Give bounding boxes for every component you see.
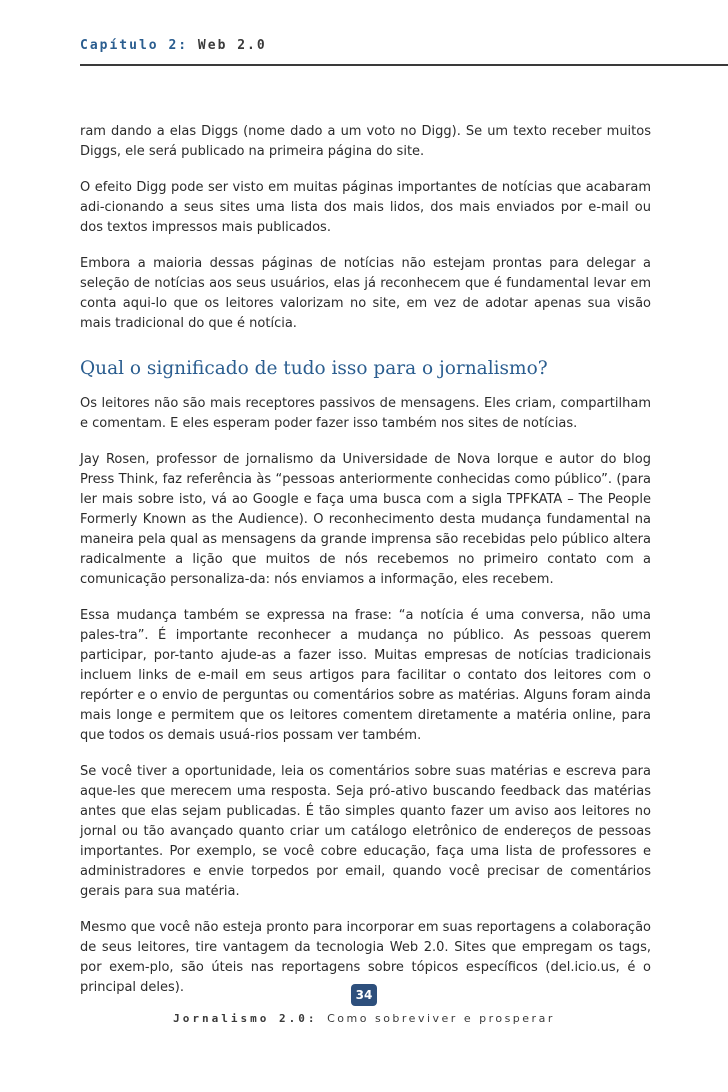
page-number: 34 [355,988,373,1002]
running-header [80,38,267,53]
paragraph-5: Jay Rosen, professor de jornalismo da Universidade de Nova Iorque e autor do blog Press Think, faz referência às “pessoas anteriormente conhecidas como público”. (para ler mais sobre isto, vá ao Google e faça uma busca com a sigla TPFKATA – The People Formerly Known as the Audience). O reconhecimento desta mudança fundamental na maneira pela qual as mensagens da grande imprensa são recebidas pelo público altera radicalmente a lição que muitos de nós recebemos no primeiro contato com a comunicação personaliza-da: nós enviamos a informação, eles recebem. [80,452,651,587]
paragraph-3: Embora a maioria dessas páginas de notícias não estejam prontas para delegar a seleção de notícias aos seus usuários, elas já reconhecem que é fundamental levar em conta aqui-lo que os leitores valorizam no site, em vez de adotar apenas sua visão mais tradicional do que é notícia. [80,256,651,331]
paragraph-7: Se você tiver a oportunidade, leia os comentários sobre suas matérias e escreva para aque-les que merecem uma resposta. Seja pró-ativo buscando feedback das matérias antes que elas sejam publicadas. É tão simples quanto fazer um aviso aos leitores no jornal ou tão avançado quanto criar um catálogo eletrônico de endereços de pessoas importantes. Por exemplo, se você cobre educação, faça uma lista de professores e administradores e envie torpedos por email, quando você precisar de comentários gerais para sua matéria. [80,764,651,899]
paragraph-1: ram dando a elas Diggs (nome dado a um voto no Digg). Se um texto receber muitos Diggs, ele será publicado na primeira página do site. [80,124,651,159]
chapter-title: Web 2.0 [197,38,267,53]
paragraph-4: Os leitores não são mais receptores passivos de mensagens. Eles criam, compartilham e comentam. E eles esperam poder fazer isso também nos sites de notícias. [80,396,651,431]
paragraph-6: Essa mudança também se expressa na frase: “a notícia é uma conversa, não uma pales-tra”. É importante reconhecer a mudança no público. As pessoas querem participar, por-tanto ajude-as a fazer isso. Muitas empresas de notícias tradicionais incluem links de e-mail em seus artigos para facilitar o contato dos leitores com o repórter e o envio de perguntas ou comentários sobre as matérias. Alguns foram ainda mais longe e permitem que os leitores comentem diretamente a matéria online, para que todos os demais usuá-rios possam ver também. [80,608,651,743]
paragraph-8: Mesmo que você não esteja pronto para incorporar em suas reportagens a colaboração de seus leitores, tire vantagem da tecnologia Web 2.0. Sites que empregam os tags, por exem-plo, são úteis nas reportagens sobre tópicos específicos (del.icio.us, é o principal deles). [80,920,651,995]
page-number-badge [351,984,377,1006]
chapter-label: Capítulo 2: [80,38,189,53]
header-divider [80,64,728,66]
section-heading: Qual o significado de tudo isso para o jornalismo? [80,358,548,379]
page-body [80,122,651,1014]
footer-book-title: Jornalismo 2.0: [173,1012,318,1025]
footer-book-subtitle: Como sobreviver e prosperar [327,1012,555,1025]
running-footer [0,1012,728,1025]
paragraph-2: O efeito Digg pode ser visto em muitas páginas importantes de notícias que acabaram adi-cionando a seus sites uma lista dos mais lidos, dos mais enviados por e-mail ou dos textos impressos mais publicados. [80,180,651,235]
